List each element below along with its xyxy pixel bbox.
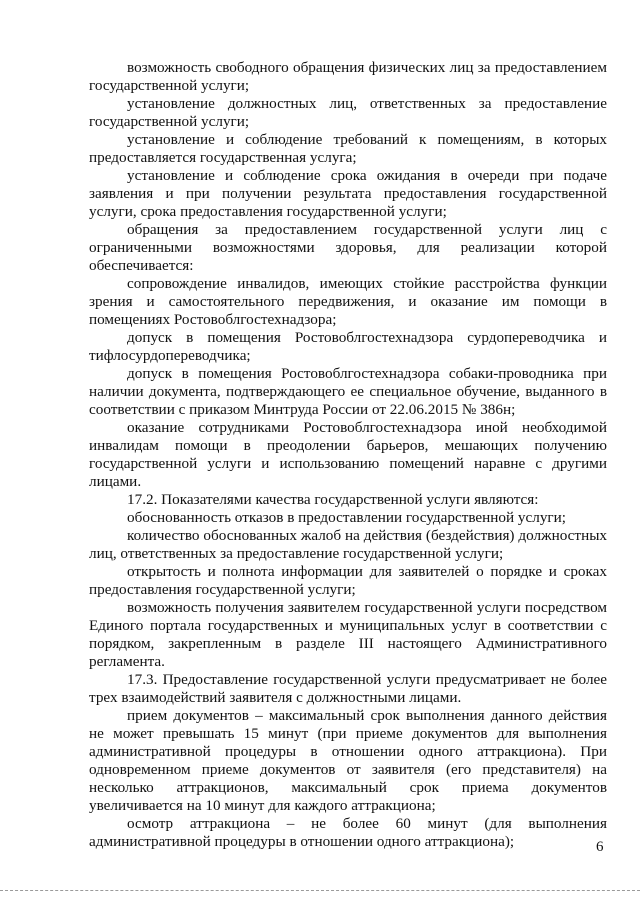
section-heading: 17.2. Показателями качества государственной услуги являются: xyxy=(127,491,539,508)
paragraph: количество обоснованных жалоб на действия (бездействия) должностных лиц, ответственных за предоставление государственной услуги; xyxy=(89,527,607,562)
paragraph: открытость и полнота информации для заявителей о порядке и сроках предоставления государственной услуги; xyxy=(89,563,607,598)
paragraph: обращения за предоставлением государственной услуги лиц с ограниченными возможностями здоровья, для реализации которой обеспечивается: xyxy=(89,221,607,274)
paragraph: установление и соблюдение требований к помещениям, в которых предоставляется государственная услуга; xyxy=(89,131,607,166)
paragraph: допуск в помещения Ростовоблгостехнадзора сурдопереводчика и тифлосурдопереводчика; xyxy=(89,329,607,364)
paragraph: оказание сотрудниками Ростовоблгостехнадзора иной необходимой инвалидам помощи в преодолении барьеров, мешающих получению государственной услуги и использованию помещений наравне с другими лицами. xyxy=(89,419,607,490)
paragraph: установление должностных лиц, ответственных за предоставление государственной услуги; xyxy=(89,95,607,130)
paragraph: прием документов – максимальный срок выполнения данного действия не может превышать 15 минут (при приеме документов для выполнения административной процедуры в отношении одного аттракциона). При одновременном приеме документов от заявителя (его представителя) на несколько аттракционов, максимальный срок приема документов увеличивается на 10 минут для каждого аттракциона; xyxy=(89,707,607,814)
paragraph: установление и соблюдение срока ожидания в очереди при подаче заявления и при получении результата предоставления государственной услуги, срока предоставления государственной услуги; xyxy=(89,167,607,220)
paragraph: возможность получения заявителем государственной услуги посредством Единого портала государственных и муниципальных услуг в соответствии с порядком, закрепленным в разделе III настоящего Административного регламента. xyxy=(89,599,607,670)
paragraph: осмотр аттракциона – не более 60 минут (для выполнения административной процедуры в отношении одного аттракциона); xyxy=(89,815,607,850)
paragraph: сопровождение инвалидов, имеющих стойкие расстройства функции зрения и самостоятельного передвижения, и оказание им помощи в помещениях Ростовоблгостехнадзора; xyxy=(89,275,607,328)
paragraph: обоснованность отказов в предоставлении государственной услуги; xyxy=(127,509,567,526)
document-body xyxy=(89,59,607,851)
paragraph: допуск в помещения Ростовоблгостехнадзора собаки-проводника при наличии документа, подтверждающего ее специальное обучение, выданного в соответствии с приказом Минтруда России от 22.06.2015 № 386н; xyxy=(89,365,607,418)
page-number: 6 xyxy=(596,839,604,855)
section-heading: 17.3. Предоставление государственной услуги предусматривает не более трех взаимодействий заявителя с должностными лицами. xyxy=(89,671,607,706)
paragraph: возможность свободного обращения физических лиц за предоставлением государственной услуги; xyxy=(89,59,607,94)
scan-edge-divider xyxy=(0,890,640,891)
